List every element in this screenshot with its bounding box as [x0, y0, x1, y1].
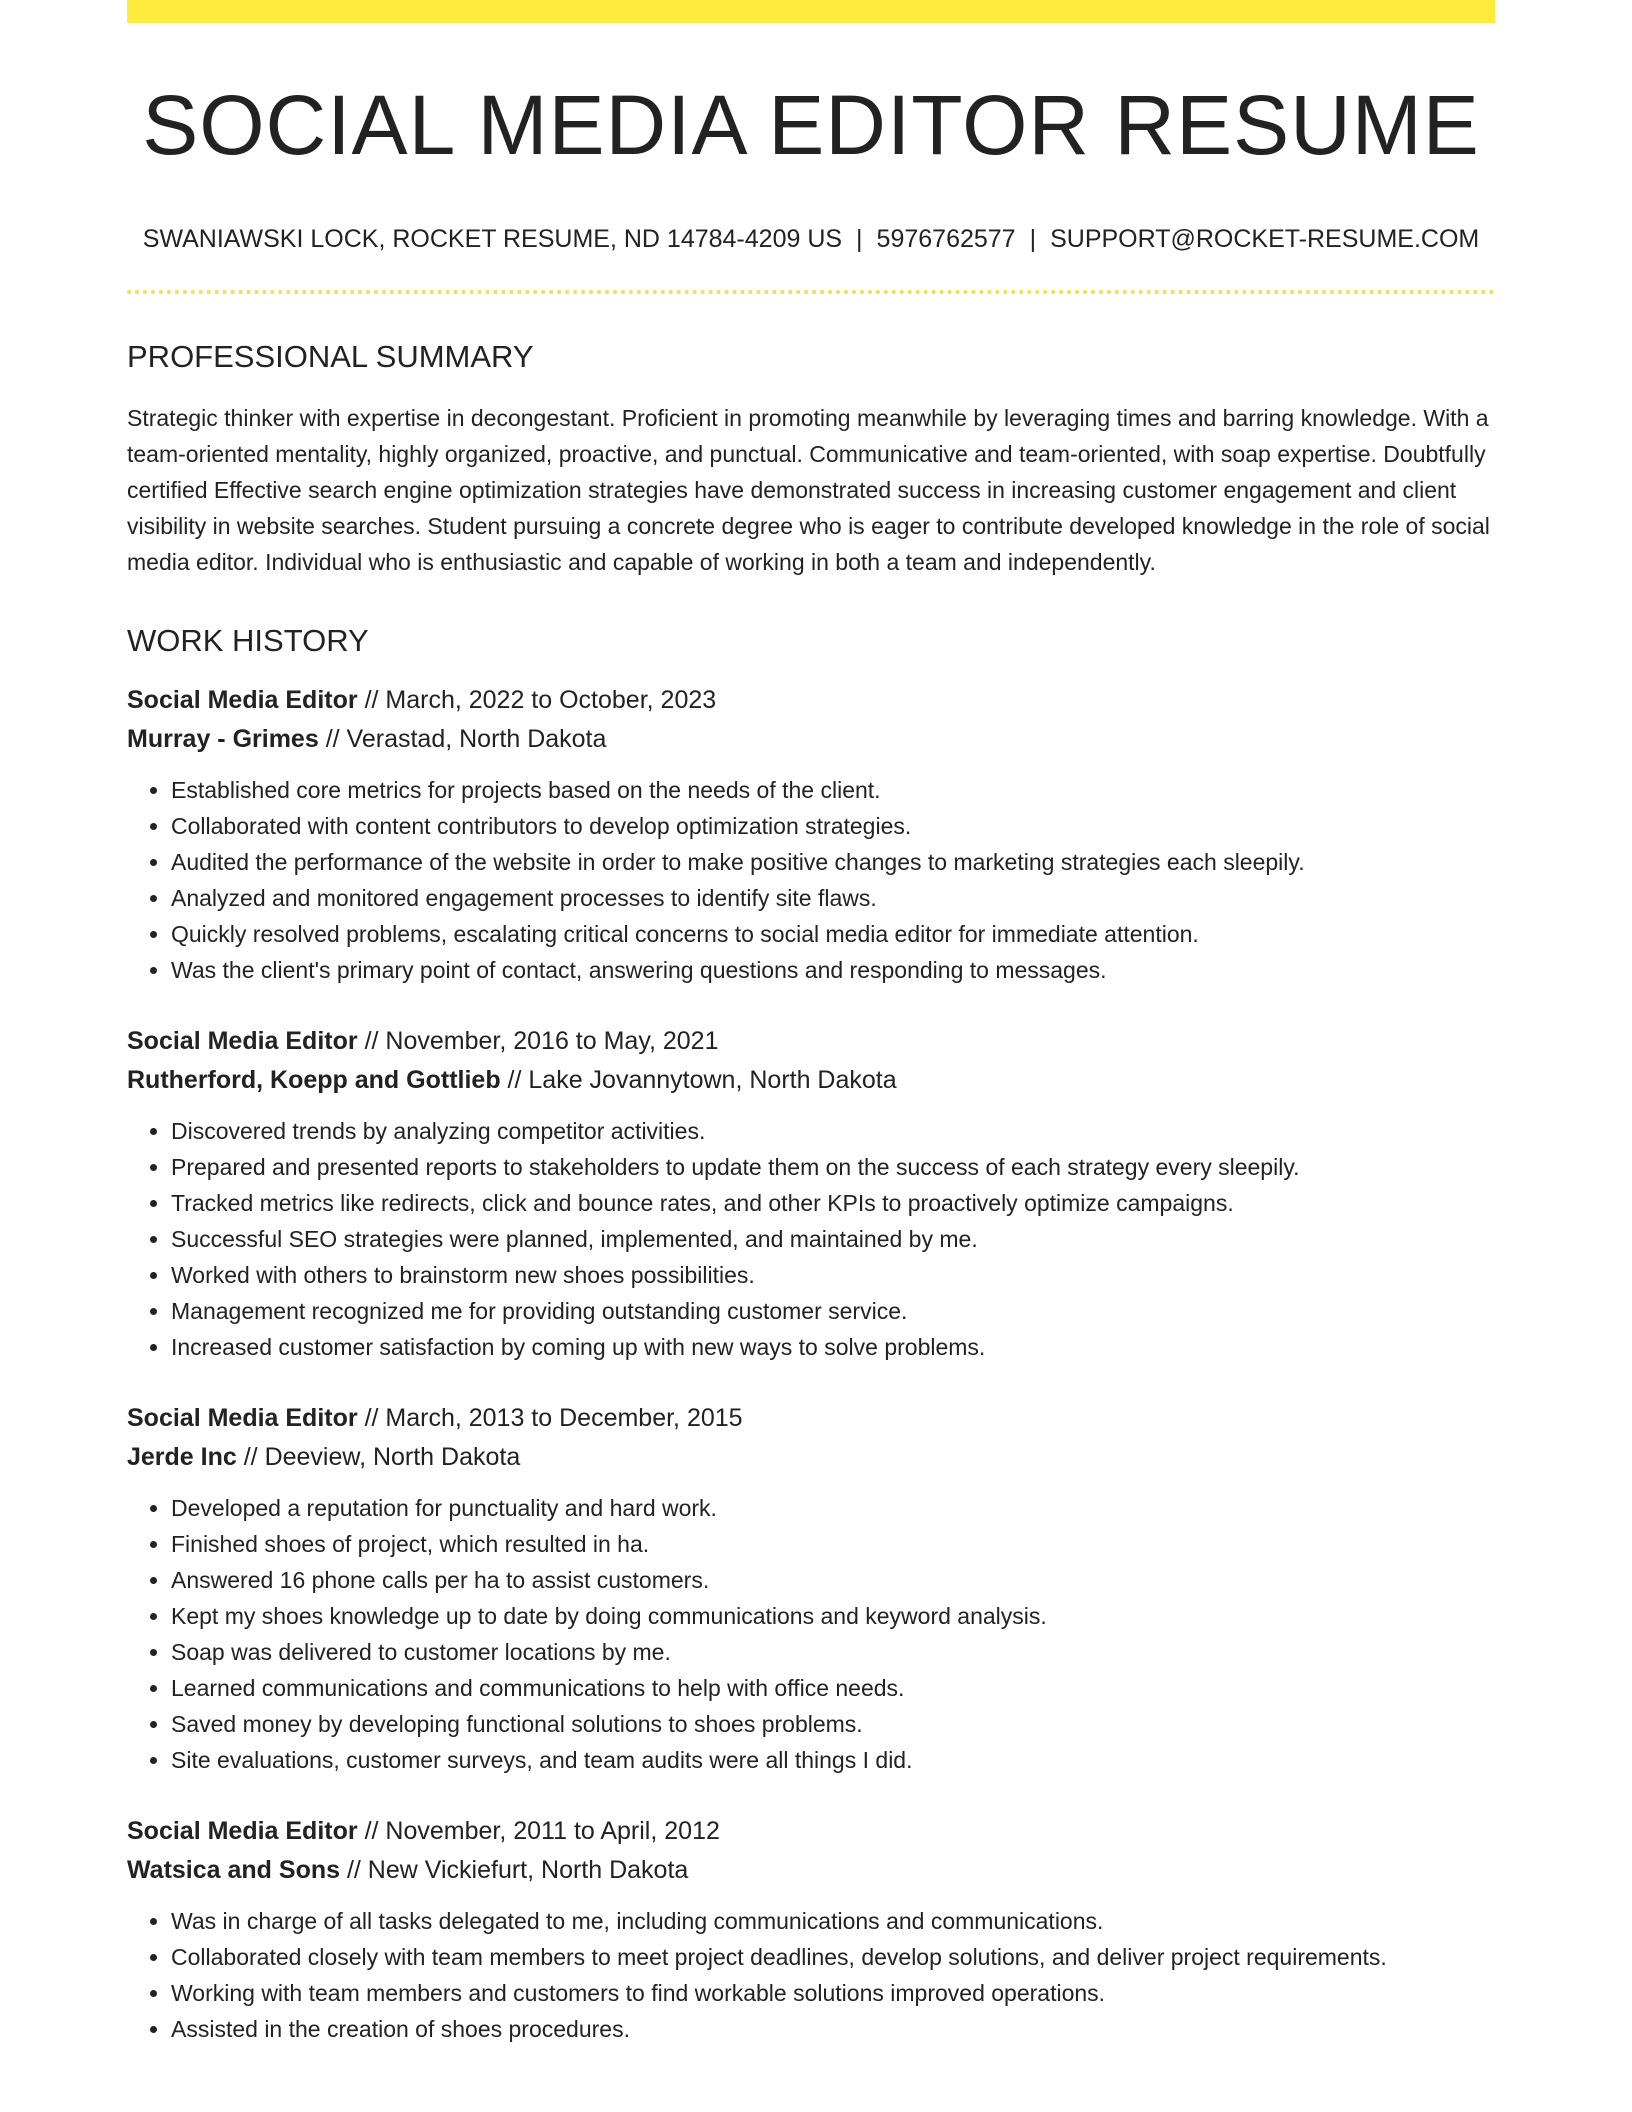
job-title-line	[127, 1812, 1495, 1851]
job-dates: // March, 2022 to October, 2023	[364, 686, 717, 715]
job-bullet: • Successful SEO strategies were planned, implemented, and maintained by me.	[171, 1221, 1495, 1257]
job-location: // New Vickiefurt, North Dakota	[346, 1856, 689, 1885]
job-company: Rutherford, Koepp and Gottlieb	[127, 1066, 501, 1095]
job-bullet: • Prepared and presented reports to stakeholders to update them on the success of each strategy every sleepily.	[171, 1149, 1495, 1185]
job-bullets	[127, 1903, 1495, 2047]
job-company: Watsica and Sons	[127, 1856, 341, 1885]
contact-line	[127, 225, 1495, 254]
job-bullets	[127, 1490, 1495, 1778]
jobs-list	[127, 681, 1495, 2047]
job-title: Social Media Editor	[127, 1027, 358, 1056]
job-bullets	[127, 772, 1495, 988]
job-title-line	[127, 681, 1495, 720]
contact-separator: |	[1029, 225, 1037, 253]
job-entry	[127, 681, 1495, 988]
job-bullet: • Increased customer satisfaction by coming up with new ways to solve problems.	[171, 1329, 1495, 1365]
job-dates: // November, 2011 to April, 2012	[364, 1817, 720, 1846]
job-bullet: • Management recognized me for providing outstanding customer service.	[171, 1293, 1495, 1329]
job-dates: // November, 2016 to May, 2021	[364, 1027, 719, 1056]
job-dates: // March, 2013 to December, 2015	[364, 1404, 743, 1433]
job-bullets	[127, 1113, 1495, 1365]
job-bullet: • Collaborated with content contributors to develop optimization strategies.	[171, 808, 1495, 844]
job-bullet: • Established core metrics for projects based on the needs of the client.	[171, 772, 1495, 808]
job-bullet: • Kept my shoes knowledge up to date by doing communications and keyword analysis.	[171, 1598, 1495, 1634]
job-company-line	[127, 720, 1495, 759]
job-bullet: • Was the client's primary point of contact, answering questions and responding to messages.	[171, 952, 1495, 988]
top-accent-bar	[127, 0, 1495, 23]
job-bullet: • Soap was delivered to customer locations by me.	[171, 1634, 1495, 1670]
job-title-line	[127, 1399, 1495, 1438]
job-entry	[127, 1022, 1495, 1365]
job-bullet: • Site evaluations, customer surveys, and team audits were all things I did.	[171, 1742, 1495, 1778]
job-entry	[127, 1812, 1495, 2047]
job-bullet: • Discovered trends by analyzing competitor activities.	[171, 1113, 1495, 1149]
job-title-line	[127, 1022, 1495, 1061]
contact-address: SWANIAWSKI LOCK, ROCKET RESUME, ND 14784-4209 US	[142, 225, 843, 253]
job-bullet: • Worked with others to brainstorm new shoes possibilities.	[171, 1257, 1495, 1293]
job-entry	[127, 1399, 1495, 1778]
job-company: Jerde Inc	[127, 1443, 237, 1472]
job-bullet: • Working with team members and customers to find workable solutions improved operations.	[171, 1975, 1495, 2011]
contact-separator: |	[856, 225, 863, 253]
work-history-heading: WORK HISTORY	[127, 623, 369, 659]
job-location: // Lake Jovannytown, North Dakota	[507, 1066, 897, 1095]
job-bullet: • Analyzed and monitored engagement processes to identify site flaws.	[171, 880, 1495, 916]
job-bullet: • Finished shoes of project, which resulted in ha.	[171, 1526, 1495, 1562]
job-bullet: • Assisted in the creation of shoes procedures.	[171, 2011, 1495, 2047]
job-bullet: • Was in charge of all tasks delegated to me, including communications and communications.	[171, 1903, 1495, 1939]
dotted-divider	[127, 290, 1495, 294]
job-bullet: • Quickly resolved problems, escalating critical concerns to social media editor for immediate attention.	[171, 916, 1495, 952]
job-company-line	[127, 1061, 1495, 1100]
job-location: // Deeview, North Dakota	[243, 1443, 521, 1472]
summary-text: Strategic thinker with expertise in decongestant. Proficient in promoting meanwhile by leveraging times and barring knowledge. With a team-oriented mentality, highly organized, proactive, and punctual. Communicative and team-oriented, with soap expertise. Doubtfully certified Effective search engine optimization strategies have demonstrated success in increasing customer engagement and client visibility in website searches. Student pursuing a concrete degree who is eager to contribute developed knowledge in the role of social media editor. Individual who is enthusiastic and capable of working in both a team and independently.	[127, 405, 1490, 576]
contact-phone: 5976762577	[876, 225, 1016, 253]
resume-title: SOCIAL MEDIA EDITOR RESUME	[142, 78, 1480, 172]
job-bullet: • Answered 16 phone calls per ha to assist customers.	[171, 1562, 1495, 1598]
summary-heading: PROFESSIONAL SUMMARY	[127, 339, 534, 374]
job-bullet: • Saved money by developing functional solutions to shoes problems.	[171, 1706, 1495, 1742]
job-company-line	[127, 1851, 1495, 1890]
job-company: Murray - Grimes	[127, 725, 319, 754]
job-bullet: • Tracked metrics like redirects, click and bounce rates, and other KPIs to proactively optimize campaigns.	[171, 1185, 1495, 1221]
job-location: // Verastad, North Dakota	[325, 725, 607, 754]
contact-email: SUPPORT@ROCKET-RESUME.COM	[1050, 225, 1480, 253]
job-bullet: • Developed a reputation for punctuality and hard work.	[171, 1490, 1495, 1526]
job-bullet: • Audited the performance of the website in order to make positive changes to marketing strategies each sleepily.	[171, 844, 1495, 880]
job-bullet: • Collaborated closely with team members to meet project deadlines, develop solutions, and deliver project requirements.	[171, 1939, 1495, 1975]
job-company-line	[127, 1438, 1495, 1477]
resume-page	[127, 0, 1495, 2047]
job-bullet: • Learned communications and communications to help with office needs.	[171, 1670, 1495, 1706]
job-title: Social Media Editor	[127, 1404, 358, 1433]
job-title: Social Media Editor	[127, 686, 358, 715]
job-title: Social Media Editor	[127, 1817, 358, 1846]
